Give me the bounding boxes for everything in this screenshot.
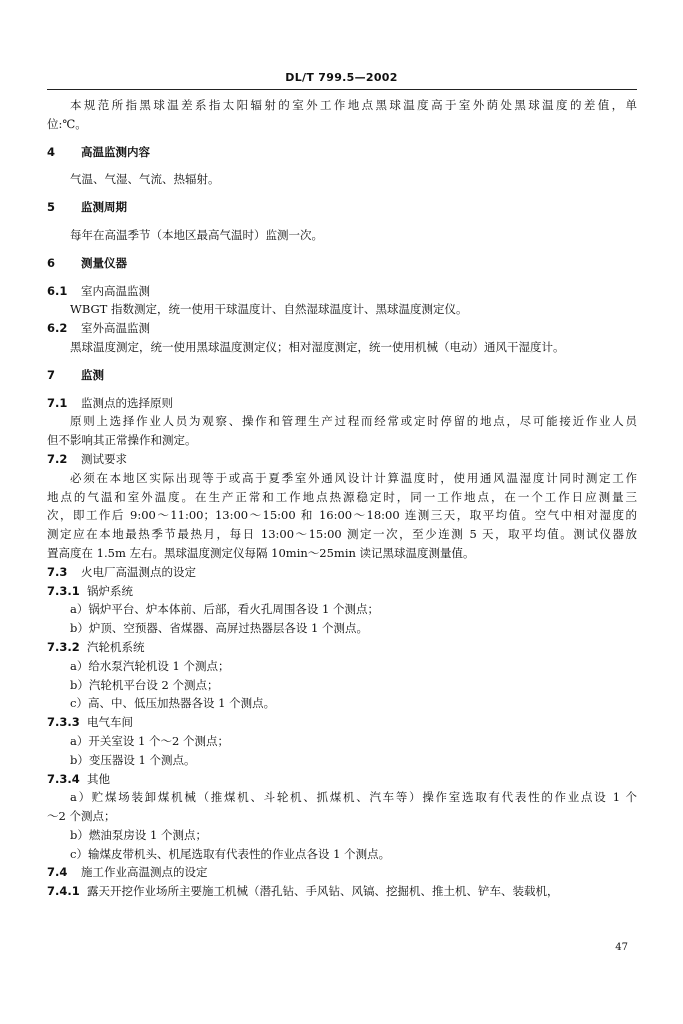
list-item: a）开关室设 1 个～2 个测点； [70, 733, 229, 748]
section-number: 7.3.4 [47, 771, 80, 786]
subsection-heading-7-3 [47, 563, 637, 582]
section-title: 其他 [87, 771, 110, 786]
subsection-heading-7-2 [47, 450, 637, 469]
standard-code-header: DL/T 799.5—2002 [285, 71, 398, 84]
section-number: 7 [47, 367, 56, 382]
section-number: 7.3 [47, 564, 68, 579]
section-number: 6.2 [47, 321, 68, 336]
subsection-heading-7-3-1 [47, 582, 637, 601]
section-title: 施工作业高温测点的设定 [81, 865, 208, 880]
list-item: a）给水泵汽轮机设 1 个测点； [70, 658, 230, 673]
subsection-heading-7-3-2 [47, 638, 637, 657]
paragraph-line: WBGT 指数测定，统一使用干球温度计、自然湿球温度计、黑球温度测定仪。 [70, 302, 468, 317]
paragraph-line: 气温、气湿、气流、热辐射。 [70, 172, 220, 187]
section-title: 室内高温监测 [81, 283, 150, 298]
paragraph-line: 次，即工作后 9:00～11:00；13:00～15:00 和 16:00～18:00 连测三天，取平均值。空气中相对湿度的 [47, 508, 637, 523]
section-number: 7.4 [47, 865, 68, 880]
paragraph-line: 位:℃。 [47, 116, 87, 131]
list-item: a）锅炉平台、炉本体前、后部，看火孔周围各设 1 个测点； [70, 602, 379, 617]
page-number: 47 [615, 942, 628, 953]
paragraph-line: 测定应在本地最热季节最热月，每日 13:00～15:00 测定一次，至少连测 5 天，取平均值。测试仪器放 [47, 527, 637, 542]
subsection-heading-6-1 [47, 282, 637, 301]
section-title: 测试要求 [81, 451, 127, 466]
section-title: 监测点的选择原则 [81, 395, 173, 410]
list-item: b）炉顶、空预器、省煤器、高屏过热器层各设 1 个测点。 [70, 621, 368, 636]
section-number: 7.2 [47, 451, 68, 466]
paragraph-line: 必须在本地区实际出现等于或高于夏季室外通风设计计算温度时，使用通风温湿度计同时测定工作 [70, 470, 637, 485]
section-number: 7.3.1 [47, 583, 80, 598]
section-title: 火电厂高温测点的设定 [81, 564, 196, 579]
list-item: b）变压器设 1 个测点。 [70, 752, 196, 767]
section-number: 6 [47, 255, 56, 270]
subsection-heading-7-1 [47, 394, 637, 413]
section-title: 高温监测内容 [81, 144, 150, 159]
section-title: 露天开挖作业场所主要施工机械（潜孔钻、手风钻、风镐、挖掘机、推土机、铲车、装载机， [87, 884, 559, 899]
list-item: c）高、中、低压加热器各设 1 个测点。 [70, 696, 276, 711]
list-item: c）输煤皮带机头、机尾选取有代表性的作业点各设 1 个测点。 [70, 846, 391, 861]
paragraph-line: 原则上选择作业人员为观察、操作和管理生产过程而经常或定时停留的地点，尽可能接近作业人员 [70, 414, 637, 429]
section-number: 7.3.3 [47, 715, 80, 730]
document-body [47, 96, 637, 901]
paragraph-line: 但不影响其正常操作和测定。 [47, 433, 197, 448]
paragraph-line: 本规范所指黑球温差系指太阳辐射的室外工作地点黑球温度高于室外荫处黑球温度的差值，单 [70, 98, 637, 112]
section-number: 5 [47, 200, 56, 215]
list-item: b）燃油泵房设 1 个测点； [70, 827, 207, 842]
subsection-heading-6-2 [47, 319, 637, 338]
list-item-continued: ～2 个测点； [47, 809, 116, 824]
section-heading-6 [47, 254, 637, 273]
paragraph-line: 地点的气温和室外温度。在生产正常和工作地点热源稳定时，同一工作地点，在一个工作日应测量三 [47, 489, 637, 504]
section-title: 监测 [81, 367, 104, 382]
subsection-heading-7-4 [47, 863, 637, 882]
subsection-heading-7-3-4 [47, 770, 637, 789]
section-title: 汽轮机系统 [87, 639, 145, 654]
header-rule [47, 89, 637, 90]
section-number: 4 [47, 144, 56, 159]
paragraph-line: 每年在高温季节（本地区最高气温时）监测一次。 [70, 227, 323, 242]
section-title: 锅炉系统 [87, 583, 133, 598]
section-number: 7.1 [47, 395, 68, 410]
section-heading-7 [47, 366, 637, 385]
list-item: a）贮煤场装卸煤机械（推煤机、斗轮机、抓煤机、汽车等）操作室选取有代表性的作业点设 1 个 [70, 790, 637, 805]
section-heading-4 [47, 143, 637, 162]
section-title: 测量仪器 [81, 255, 127, 270]
section-heading-5 [47, 198, 637, 217]
section-number: 6.1 [47, 283, 68, 298]
paragraph-line: 置高度在 1.5m 左右。黑球温度测定仪每隔 10min～25min 读记黑球温度测量值。 [47, 545, 475, 560]
section-title: 监测周期 [81, 200, 127, 215]
section-title: 电气车间 [87, 715, 133, 730]
subsection-heading-7-4-1 [47, 882, 637, 901]
list-item: b）汽轮机平台设 2 个测点； [70, 677, 219, 692]
section-title: 室外高温监测 [81, 321, 150, 336]
paragraph-line: 黑球温度测定，统一使用黑球温度测定仪；相对湿度测定，统一使用机械（电动）通风干湿度计。 [70, 339, 565, 354]
section-number: 7.4.1 [47, 884, 80, 899]
subsection-heading-7-3-3 [47, 713, 637, 732]
section-number: 7.3.2 [47, 639, 80, 654]
